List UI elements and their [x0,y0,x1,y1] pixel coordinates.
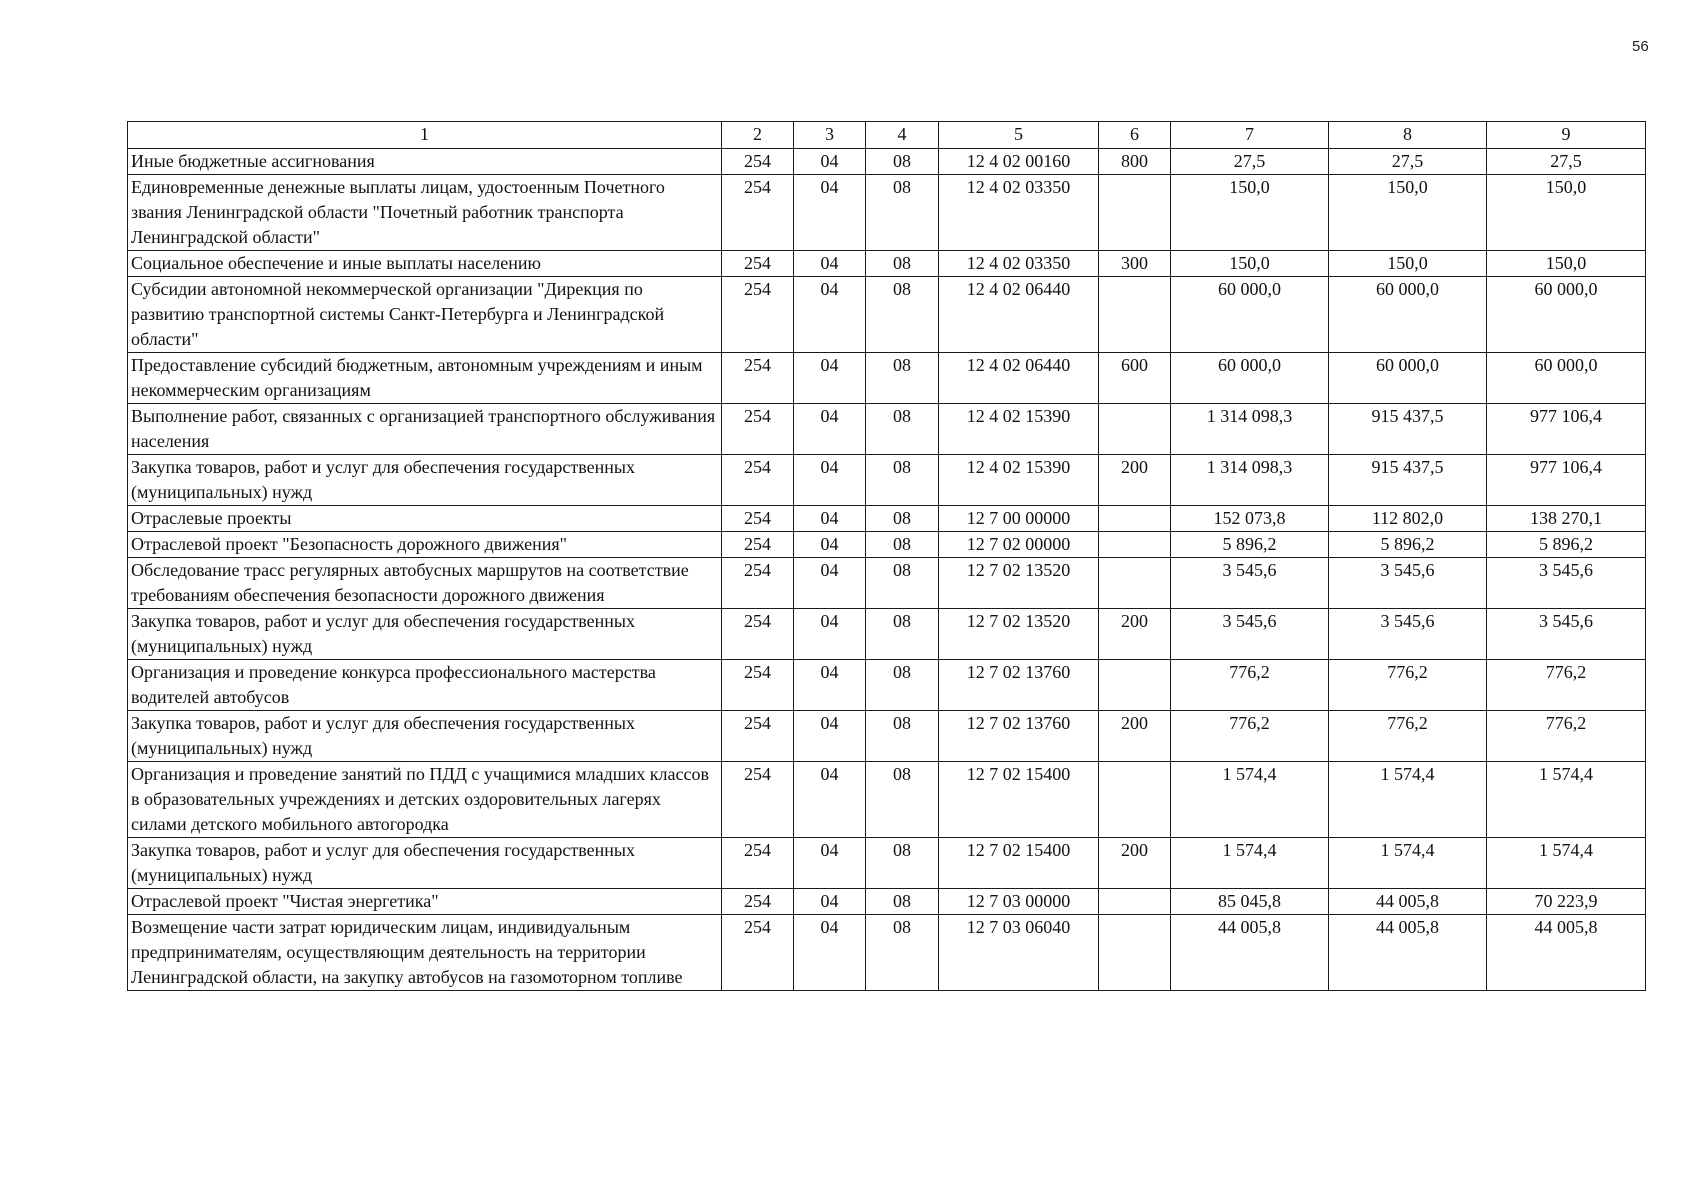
row-description: Единовременные денежные выплаты лицам, удостоенным Почетного звания Ленинградской области "Почетный работник транспорта Ленинградской области" [128,175,722,251]
cell-value-7: 3 545,6 [1171,558,1329,609]
cell-value-9: 3 545,6 [1487,558,1646,609]
cell-col-6 [1099,175,1171,251]
row-description: Закупка товаров, работ и услуг для обеспечения государственных (муниципальных) нужд [128,838,722,889]
cell-value-8: 915 437,5 [1329,404,1487,455]
cell-col-4: 08 [866,404,939,455]
cell-value-9: 60 000,0 [1487,353,1646,404]
header-cell: 8 [1329,122,1487,149]
table-row [128,609,1646,660]
table-row [128,889,1646,915]
row-description: Отраслевые проекты [128,506,722,532]
cell-col-4: 08 [866,532,939,558]
cell-code: 12 7 02 13520 [939,609,1099,660]
cell-col-6 [1099,277,1171,353]
cell-value-8: 150,0 [1329,251,1487,277]
cell-code: 12 7 02 00000 [939,532,1099,558]
row-description: Возмещение части затрат юридическим лицам, индивидуальным предпринимателям, осуществляющим деятельность на территории Ленинградской области, на закупку автобусов на газомоторном топливе [128,915,722,991]
cell-col-3: 04 [794,506,866,532]
cell-col-2: 254 [722,558,794,609]
cell-col-2: 254 [722,506,794,532]
cell-value-9: 60 000,0 [1487,277,1646,353]
cell-col-4: 08 [866,251,939,277]
cell-code: 12 4 02 03350 [939,251,1099,277]
cell-value-8: 1 574,4 [1329,838,1487,889]
cell-col-6 [1099,404,1171,455]
cell-col-2: 254 [722,609,794,660]
cell-code: 12 4 02 06440 [939,353,1099,404]
cell-col-2: 254 [722,915,794,991]
cell-col-3: 04 [794,277,866,353]
cell-value-7: 1 574,4 [1171,838,1329,889]
row-description: Обследование трасс регулярных автобусных маршрутов на соответствие требованиям обеспечения безопасности дорожного движения [128,558,722,609]
cell-col-2: 254 [722,251,794,277]
table-row [128,532,1646,558]
table-row [128,558,1646,609]
cell-value-8: 915 437,5 [1329,455,1487,506]
cell-value-8: 3 545,6 [1329,609,1487,660]
cell-col-3: 04 [794,838,866,889]
cell-col-4: 08 [866,711,939,762]
cell-col-2: 254 [722,532,794,558]
cell-col-3: 04 [794,711,866,762]
table-row [128,175,1646,251]
row-description: Выполнение работ, связанных с организацией транспортного обслуживания населения [128,404,722,455]
cell-value-7: 150,0 [1171,175,1329,251]
cell-col-6: 200 [1099,838,1171,889]
cell-col-2: 254 [722,175,794,251]
row-description: Отраслевой проект "Чистая энергетика" [128,889,722,915]
table-row [128,838,1646,889]
cell-col-4: 08 [866,660,939,711]
cell-col-2: 254 [722,660,794,711]
cell-col-3: 04 [794,762,866,838]
table-row [128,277,1646,353]
cell-col-4: 08 [866,915,939,991]
header-cell: 6 [1099,122,1171,149]
table-row [128,660,1646,711]
cell-value-8: 27,5 [1329,149,1487,175]
cell-value-8: 1 574,4 [1329,762,1487,838]
row-description: Субсидии автономной некоммерческой организации "Дирекция по развитию транспортной системы Санкт-Петербурга и Ленинградской области" [128,277,722,353]
cell-value-9: 138 270,1 [1487,506,1646,532]
cell-code: 12 4 02 06440 [939,277,1099,353]
cell-value-9: 1 574,4 [1487,838,1646,889]
row-description: Иные бюджетные ассигнования [128,149,722,175]
cell-value-7: 152 073,8 [1171,506,1329,532]
cell-value-8: 150,0 [1329,175,1487,251]
cell-col-2: 254 [722,149,794,175]
cell-col-6: 600 [1099,353,1171,404]
cell-col-3: 04 [794,660,866,711]
cell-value-8: 776,2 [1329,660,1487,711]
cell-col-2: 254 [722,711,794,762]
cell-code: 12 4 02 03350 [939,175,1099,251]
cell-value-8: 60 000,0 [1329,277,1487,353]
cell-col-4: 08 [866,506,939,532]
table-row [128,762,1646,838]
cell-value-9: 776,2 [1487,660,1646,711]
header-cell: 9 [1487,122,1646,149]
cell-col-6: 200 [1099,711,1171,762]
cell-value-7: 60 000,0 [1171,277,1329,353]
cell-value-7: 27,5 [1171,149,1329,175]
table-row [128,455,1646,506]
cell-value-9: 44 005,8 [1487,915,1646,991]
cell-col-4: 08 [866,277,939,353]
cell-col-4: 08 [866,353,939,404]
cell-col-3: 04 [794,149,866,175]
cell-value-9: 150,0 [1487,175,1646,251]
cell-col-6 [1099,915,1171,991]
cell-col-6: 200 [1099,455,1171,506]
cell-code: 12 7 00 00000 [939,506,1099,532]
cell-code: 12 4 02 00160 [939,149,1099,175]
header-cell: 5 [939,122,1099,149]
budget-table [127,121,1646,991]
cell-value-9: 1 574,4 [1487,762,1646,838]
cell-value-8: 44 005,8 [1329,915,1487,991]
cell-col-6: 200 [1099,609,1171,660]
header-cell: 3 [794,122,866,149]
table-row [128,915,1646,991]
cell-col-4: 08 [866,455,939,506]
row-description: Организация и проведение конкурса профессионального мастерства водителей автобусов [128,660,722,711]
table-row [128,711,1646,762]
cell-col-6 [1099,762,1171,838]
cell-col-3: 04 [794,609,866,660]
cell-col-2: 254 [722,353,794,404]
cell-value-7: 1 314 098,3 [1171,404,1329,455]
header-cell: 4 [866,122,939,149]
row-description: Закупка товаров, работ и услуг для обеспечения государственных (муниципальных) нужд [128,455,722,506]
cell-col-6 [1099,506,1171,532]
cell-value-7: 776,2 [1171,660,1329,711]
header-cell: 1 [128,122,722,149]
row-description: Закупка товаров, работ и услуг для обеспечения государственных (муниципальных) нужд [128,711,722,762]
cell-col-3: 04 [794,175,866,251]
cell-code: 12 7 03 00000 [939,889,1099,915]
cell-code: 12 7 02 15400 [939,838,1099,889]
cell-value-7: 1 314 098,3 [1171,455,1329,506]
cell-col-3: 04 [794,404,866,455]
cell-col-2: 254 [722,277,794,353]
row-description: Организация и проведение занятий по ПДД с учащимися младших классов в образовательных учреждениях и детских оздоровительных лагерях силами детского мобильного автогородка [128,762,722,838]
cell-col-6: 300 [1099,251,1171,277]
row-description: Закупка товаров, работ и услуг для обеспечения государственных (муниципальных) нужд [128,609,722,660]
cell-col-3: 04 [794,455,866,506]
cell-value-7: 44 005,8 [1171,915,1329,991]
cell-col-2: 254 [722,838,794,889]
cell-value-7: 60 000,0 [1171,353,1329,404]
table-body [128,122,1646,991]
cell-value-8: 776,2 [1329,711,1487,762]
header-row [128,122,1646,149]
cell-col-2: 254 [722,889,794,915]
cell-col-4: 08 [866,558,939,609]
cell-value-7: 3 545,6 [1171,609,1329,660]
table-row [128,353,1646,404]
cell-value-7: 150,0 [1171,251,1329,277]
row-description: Предоставление субсидий бюджетным, автономным учреждениям и иным некоммерческим организациям [128,353,722,404]
cell-col-6: 800 [1099,149,1171,175]
cell-col-3: 04 [794,532,866,558]
cell-col-6 [1099,660,1171,711]
cell-col-4: 08 [866,149,939,175]
cell-value-8: 5 896,2 [1329,532,1487,558]
cell-col-6 [1099,889,1171,915]
cell-col-4: 08 [866,889,939,915]
cell-value-8: 3 545,6 [1329,558,1487,609]
cell-col-2: 254 [722,762,794,838]
cell-value-9: 5 896,2 [1487,532,1646,558]
cell-value-7: 5 896,2 [1171,532,1329,558]
header-cell: 7 [1171,122,1329,149]
cell-col-2: 254 [722,404,794,455]
cell-value-9: 977 106,4 [1487,404,1646,455]
table-row [128,251,1646,277]
cell-value-9: 3 545,6 [1487,609,1646,660]
cell-code: 12 7 02 13760 [939,660,1099,711]
row-description: Социальное обеспечение и иные выплаты населению [128,251,722,277]
cell-code: 12 4 02 15390 [939,455,1099,506]
header-cell: 2 [722,122,794,149]
cell-value-8: 112 802,0 [1329,506,1487,532]
row-description: Отраслевой проект "Безопасность дорожного движения" [128,532,722,558]
cell-col-2: 254 [722,455,794,506]
page-number: 56 [1632,38,1649,55]
cell-value-7: 1 574,4 [1171,762,1329,838]
cell-col-6 [1099,532,1171,558]
table-row [128,149,1646,175]
cell-code: 12 7 02 13760 [939,711,1099,762]
cell-value-9: 150,0 [1487,251,1646,277]
cell-col-3: 04 [794,915,866,991]
cell-col-3: 04 [794,889,866,915]
cell-col-4: 08 [866,609,939,660]
cell-code: 12 7 03 06040 [939,915,1099,991]
cell-col-3: 04 [794,353,866,404]
cell-value-9: 27,5 [1487,149,1646,175]
cell-value-7: 85 045,8 [1171,889,1329,915]
cell-col-3: 04 [794,251,866,277]
cell-value-7: 776,2 [1171,711,1329,762]
cell-code: 12 7 02 15400 [939,762,1099,838]
cell-col-4: 08 [866,762,939,838]
cell-col-4: 08 [866,838,939,889]
cell-value-9: 776,2 [1487,711,1646,762]
cell-col-6 [1099,558,1171,609]
cell-value-8: 60 000,0 [1329,353,1487,404]
cell-value-8: 44 005,8 [1329,889,1487,915]
table-row [128,404,1646,455]
cell-value-9: 977 106,4 [1487,455,1646,506]
cell-col-4: 08 [866,175,939,251]
cell-code: 12 4 02 15390 [939,404,1099,455]
table-row [128,506,1646,532]
cell-code: 12 7 02 13520 [939,558,1099,609]
cell-col-3: 04 [794,558,866,609]
cell-value-9: 70 223,9 [1487,889,1646,915]
